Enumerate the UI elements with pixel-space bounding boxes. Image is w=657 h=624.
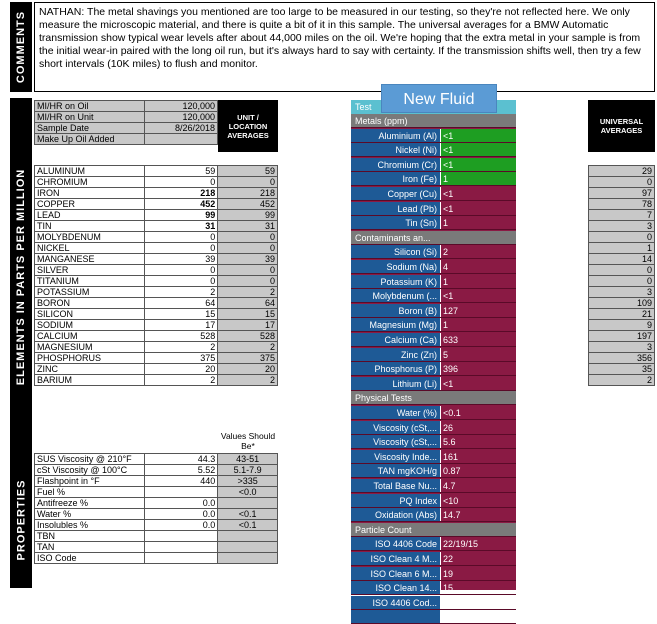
fluid-row-label: Zinc (Zn) [351,348,441,361]
universal-row [589,177,655,188]
fluid-section-header: Metals (ppm) [351,114,516,128]
info-row [35,123,218,134]
fluid-row-label: Iron (Fe) [351,172,441,185]
element-row [35,243,278,254]
fluid-row [351,435,516,449]
property-row [35,520,278,531]
fluid-row [351,610,516,624]
property-name: TAN [35,542,145,553]
property-should-be: 43-51 [218,454,278,465]
fluid-row-label: ISO Clean 6 M... [351,567,441,580]
fluid-row-value: 22 [443,554,454,564]
property-should-be [218,531,278,542]
fluid-section-header: Contaminants an... [351,231,516,245]
fluid-row-value: 4.7 [443,481,456,491]
element-unit-average: 0 [218,232,278,243]
element-value: 0 [144,232,218,243]
fluid-row [351,289,516,303]
fluid-row-value: 1 [443,218,449,229]
element-value: 17 [144,320,218,331]
fluid-row-value: <1 [443,378,454,389]
universal-average-value: 197 [589,331,655,342]
info-label: Sample Date [35,123,145,134]
fluid-row [351,494,516,508]
fluid-row-value: <1 [443,291,454,302]
property-value [144,553,217,564]
element-name: IRON [35,188,145,199]
fluid-row-value: 22/19/15 [443,539,479,550]
element-row [35,298,278,309]
fluid-row [351,275,516,289]
universal-average-value: 3 [589,342,655,353]
fluid-row-label: ISO 4406 Cod... [351,596,441,609]
element-row [35,287,278,298]
fluid-row [351,479,516,493]
universal-average-value: 3 [589,221,655,232]
fluid-row-label: Molybdenum (... [351,289,441,302]
element-name: POTASSIUM [35,287,145,298]
element-value: 39 [144,254,218,265]
info-value: 120,000 [144,101,218,112]
element-value: 0 [144,177,218,188]
property-value [144,531,217,542]
fluid-row-value: 19/18/15 [443,597,479,608]
universal-average-value: 0 [589,276,655,287]
elements-section-label: ELEMENTS IN PARTS PER MILLION [10,98,32,456]
info-label: MI/HR on Unit [35,112,145,123]
universal-row [589,364,655,375]
universal-average-value: 29 [589,166,655,177]
fluid-row [351,172,516,186]
universal-average-value: 35 [589,364,655,375]
universal-average-value: 9 [589,320,655,331]
property-should-be [218,553,278,564]
universal-row [589,287,655,298]
element-unit-average: 0 [218,265,278,276]
values-should-be-header: Values Should Be* [220,431,276,451]
element-row [35,331,278,342]
property-row [35,454,278,465]
fluid-row-value: 5.6 [443,437,456,448]
universal-average-value: 21 [589,309,655,320]
fluid-row-value: 5 [443,349,449,360]
element-row [35,353,278,364]
universal-row [589,276,655,287]
element-value: 31 [144,221,218,232]
element-value: 2 [144,342,218,353]
info-value [144,134,218,145]
fluid-row-value: 396 [443,364,459,375]
property-row [35,531,278,542]
fluid-row [351,202,516,216]
element-row [35,188,278,199]
property-value [144,487,217,498]
universal-row [589,342,655,353]
fluid-row-value: <1 [443,189,454,199]
element-unit-average: 0 [218,177,278,188]
fluid-row [351,129,516,143]
property-value: 0.0 [144,520,217,531]
fluid-row [351,216,516,230]
fluid-row-label: Calcium (Ca) [351,333,441,346]
fluid-row [351,508,516,522]
fluid-row-label: Magnesium (Mg) [351,318,441,331]
element-value: 0 [144,243,218,254]
fluid-row-value: 0.87 [443,466,461,477]
fluid-row-value: 19 [443,568,454,579]
property-should-be: >335 [218,476,278,487]
element-value: 0 [144,265,218,276]
element-value: 218 [144,188,218,199]
new-fluid-panel [351,100,516,623]
properties-section-label: PROPERTIES [10,452,32,588]
fluid-row [351,421,516,435]
fluid-row-label: PQ Index [351,494,441,507]
new-fluid-tab-label: Test [355,102,372,112]
elements-table [34,165,278,386]
fluid-row [351,245,516,259]
universal-average-value: 2 [589,375,655,386]
element-row [35,342,278,353]
universal-row [589,353,655,364]
universal-row [589,309,655,320]
fluid-row [351,260,516,274]
fluid-row-value: 15 [443,583,454,594]
universal-average-value: 0 [589,177,655,188]
universal-row [589,221,655,232]
fluid-row-value: <1 [441,143,516,156]
element-unit-average: 375 [218,353,278,364]
fluid-row-value: <1 [443,203,454,214]
property-should-be [218,498,278,509]
properties-table [34,453,278,564]
sample-info-table [34,100,218,145]
property-row [35,487,278,498]
element-name: ZINC [35,364,145,375]
property-value: 44.3 [144,454,217,465]
element-value: 375 [144,353,218,364]
new-fluid-title: New Fluid [381,84,497,113]
element-unit-average: 218 [218,188,278,199]
info-row [35,134,218,145]
fluid-row [351,406,516,420]
property-should-be: <0.1 [218,520,278,531]
fluid-row-value: 4 [443,262,449,272]
element-unit-average: 0 [218,243,278,254]
fluid-row [351,318,516,332]
property-value [144,542,217,553]
property-name: TBN [35,531,145,542]
universal-average-value: 14 [589,254,655,265]
fluid-row-label: Nickel (Ni) [351,143,441,156]
info-value: 8/26/2018 [144,123,218,134]
fluid-row-value: 633 [443,335,459,345]
fluid-row [351,187,516,201]
property-should-be: <0.0 [218,487,278,498]
element-unit-average: 31 [218,221,278,232]
element-row [35,177,278,188]
element-name: PHOSPHORUS [35,353,145,364]
property-row [35,465,278,476]
property-value: 0.0 [144,498,217,509]
comments-section-label: COMMENTS [10,2,32,92]
info-label: MI/HR on Oil [35,101,145,112]
property-row [35,542,278,553]
element-name: MOLYBDENUM [35,232,145,243]
fluid-row [351,581,516,595]
fluid-row-value: 14.7 [443,510,461,521]
element-unit-average: 99 [218,210,278,221]
property-name: SUS Viscosity @ 210°F [35,454,145,465]
fluid-row [351,537,516,551]
element-name: NICKEL [35,243,145,254]
element-value: 64 [144,298,218,309]
element-row [35,276,278,287]
comments-text: NATHAN: The metal shavings you mentioned are too large to be measured in our testing, so they're not reflected here. We only measure the microscopic material, and there is quite a bit of it in this sample. The universal averages for a BMW Automatic transmission show typical wear levels after about 44,000 miles on the oil. We're hoping that the extra metal in your sample is from the initial wear-in paired with the long oil run, but it's always hard to say with certainty. If the transmission shifts well, then try a few short intervals (10K miles) to flush and monitor. [34,2,655,92]
fluid-row [351,348,516,362]
universal-average-value: 0 [589,232,655,243]
fluid-section-header: Particle Count [351,523,516,537]
property-should-be: 5.1-7.9 [218,465,278,476]
element-value: 452 [144,199,218,210]
fluid-row [351,450,516,464]
element-name: ALUMINUM [35,166,145,177]
element-value: 15 [144,309,218,320]
universal-averages-table [588,165,655,386]
info-value: 120,000 [144,112,218,123]
element-value: 0 [144,276,218,287]
fluid-row [351,362,516,376]
element-unit-average: 64 [218,298,278,309]
element-value: 528 [144,331,218,342]
fluid-row-value: 1 [443,276,449,287]
fluid-row-label: Viscosity (cSt,... [351,435,441,448]
property-value: 0.0 [144,509,217,520]
universal-row [589,232,655,243]
fluid-row-value: <1 [441,158,516,171]
fluid-row-label: ISO Clean 14... [351,581,441,594]
element-unit-average: 15 [218,309,278,320]
universal-row [589,199,655,210]
fluid-row-label: Silicon (Si) [351,245,441,258]
fluid-row-label [351,610,441,623]
property-name: ISO Code [35,553,145,564]
fluid-row-label: Sodium (Na) [351,260,441,273]
element-row [35,320,278,331]
element-unit-average: 20 [218,364,278,375]
fluid-row [351,596,516,610]
property-row [35,553,278,564]
element-row [35,265,278,276]
fluid-row-value: 127 [443,305,459,316]
element-unit-average: 39 [218,254,278,265]
fluid-row [351,333,516,347]
element-unit-average: 528 [218,331,278,342]
element-name: MAGNESIUM [35,342,145,353]
element-unit-average: 2 [218,342,278,353]
element-unit-average: 2 [218,375,278,386]
fluid-row [351,567,516,581]
fluid-row-value: 161 [443,451,459,462]
element-row [35,221,278,232]
info-row [35,112,218,123]
info-row [35,101,218,112]
element-value: 2 [144,287,218,298]
fluid-row-value: 1 [441,172,516,185]
universal-averages-header: UNIVERSAL AVERAGES [588,100,655,152]
element-name: SILVER [35,265,145,276]
fluid-row [351,552,516,566]
property-name: Flashpoint in °F [35,476,145,487]
element-value: 2 [144,375,218,386]
universal-average-value: 109 [589,298,655,309]
element-name: CALCIUM [35,331,145,342]
fluid-row [351,377,516,391]
fluid-row-value: 19/ [443,612,456,623]
unit-averages-header: UNIT / LOCATION AVERAGES [218,100,278,152]
universal-average-value: 1 [589,243,655,254]
fluid-row-label: Phosphorus (P) [351,362,441,375]
element-value: 20 [144,364,218,375]
fluid-row-label: Aluminium (Al) [351,129,441,142]
info-label: Make Up Oil Added [35,134,145,145]
element-name: LEAD [35,210,145,221]
universal-average-value: 78 [589,199,655,210]
element-name: BARIUM [35,375,145,386]
property-name: Water % [35,509,145,520]
element-row [35,375,278,386]
element-unit-average: 2 [218,287,278,298]
universal-row [589,331,655,342]
property-name: Insolubles % [35,520,145,531]
element-row [35,232,278,243]
element-unit-average: 0 [218,276,278,287]
universal-row [589,298,655,309]
universal-row [589,210,655,221]
element-row [35,309,278,320]
element-name: SILICON [35,309,145,320]
universal-row [589,243,655,254]
fluid-row-label: Total Base Nu... [351,479,441,492]
fluid-row [351,304,516,318]
element-name: BORON [35,298,145,309]
universal-row [589,188,655,199]
fluid-row-value: <0.1 [443,408,461,418]
universal-average-value: 7 [589,210,655,221]
property-value: 5.52 [144,465,217,476]
universal-average-value: 0 [589,265,655,276]
element-row [35,364,278,375]
property-row [35,498,278,509]
element-name: CHROMIUM [35,177,145,188]
fluid-row-value: <10 [443,495,459,506]
fluid-row-label: Lithium (Li) [351,377,441,390]
fluid-row-label: Oxidation (Abs) [351,508,441,521]
fluid-row-value: 2 [443,247,449,258]
element-row [35,199,278,210]
fluid-section-header: Physical Tests [351,391,516,405]
fluid-row-label: Boron (B) [351,304,441,317]
fluid-row-value: 1 [443,320,449,331]
element-row [35,254,278,265]
element-name: TIN [35,221,145,232]
fluid-row-label: Water (%) [351,406,441,419]
element-name: MANGANESE [35,254,145,265]
fluid-row [351,143,516,157]
fluid-row-label: Viscosity (cSt,... [351,421,441,434]
fluid-row-label: ISO Clean 4 M... [351,552,441,565]
universal-row [589,265,655,276]
fluid-row-label: ISO 4406 Code [351,537,441,550]
fluid-row-label: Potassium (K) [351,275,441,288]
element-value: 59 [144,166,218,177]
universal-row [589,320,655,331]
element-row [35,210,278,221]
fluid-row-label: Copper (Cu) [351,187,441,200]
property-name: Fuel % [35,487,145,498]
universal-row [589,166,655,177]
universal-average-value: 3 [589,287,655,298]
element-name: TITANIUM [35,276,145,287]
universal-average-value: 356 [589,353,655,364]
fluid-row-value: <1 [441,129,516,142]
element-row [35,166,278,177]
property-name: Antifreeze % [35,498,145,509]
property-row [35,509,278,520]
universal-row [589,254,655,265]
property-should-be: <0.1 [218,509,278,520]
fluid-row-label: Chromium (Cr) [351,158,441,171]
property-row [35,476,278,487]
element-name: SODIUM [35,320,145,331]
fluid-row-label: Viscosity Inde... [351,450,441,463]
element-name: COPPER [35,199,145,210]
element-unit-average: 452 [218,199,278,210]
universal-average-value: 97 [589,188,655,199]
fluid-row-label: TAN mgKOH/g [351,464,441,477]
element-unit-average: 17 [218,320,278,331]
element-unit-average: 59 [218,166,278,177]
element-value: 99 [144,210,218,221]
universal-row [589,375,655,386]
fluid-row [351,464,516,478]
fluid-row-label: Tin (Sn) [351,216,441,229]
property-should-be [218,542,278,553]
fluid-row [351,158,516,172]
property-name: cSt Viscosity @ 100°C [35,465,145,476]
property-value: 440 [144,476,217,487]
fluid-row-value: 26 [443,422,454,433]
fluid-row-label: Lead (Pb) [351,202,441,215]
